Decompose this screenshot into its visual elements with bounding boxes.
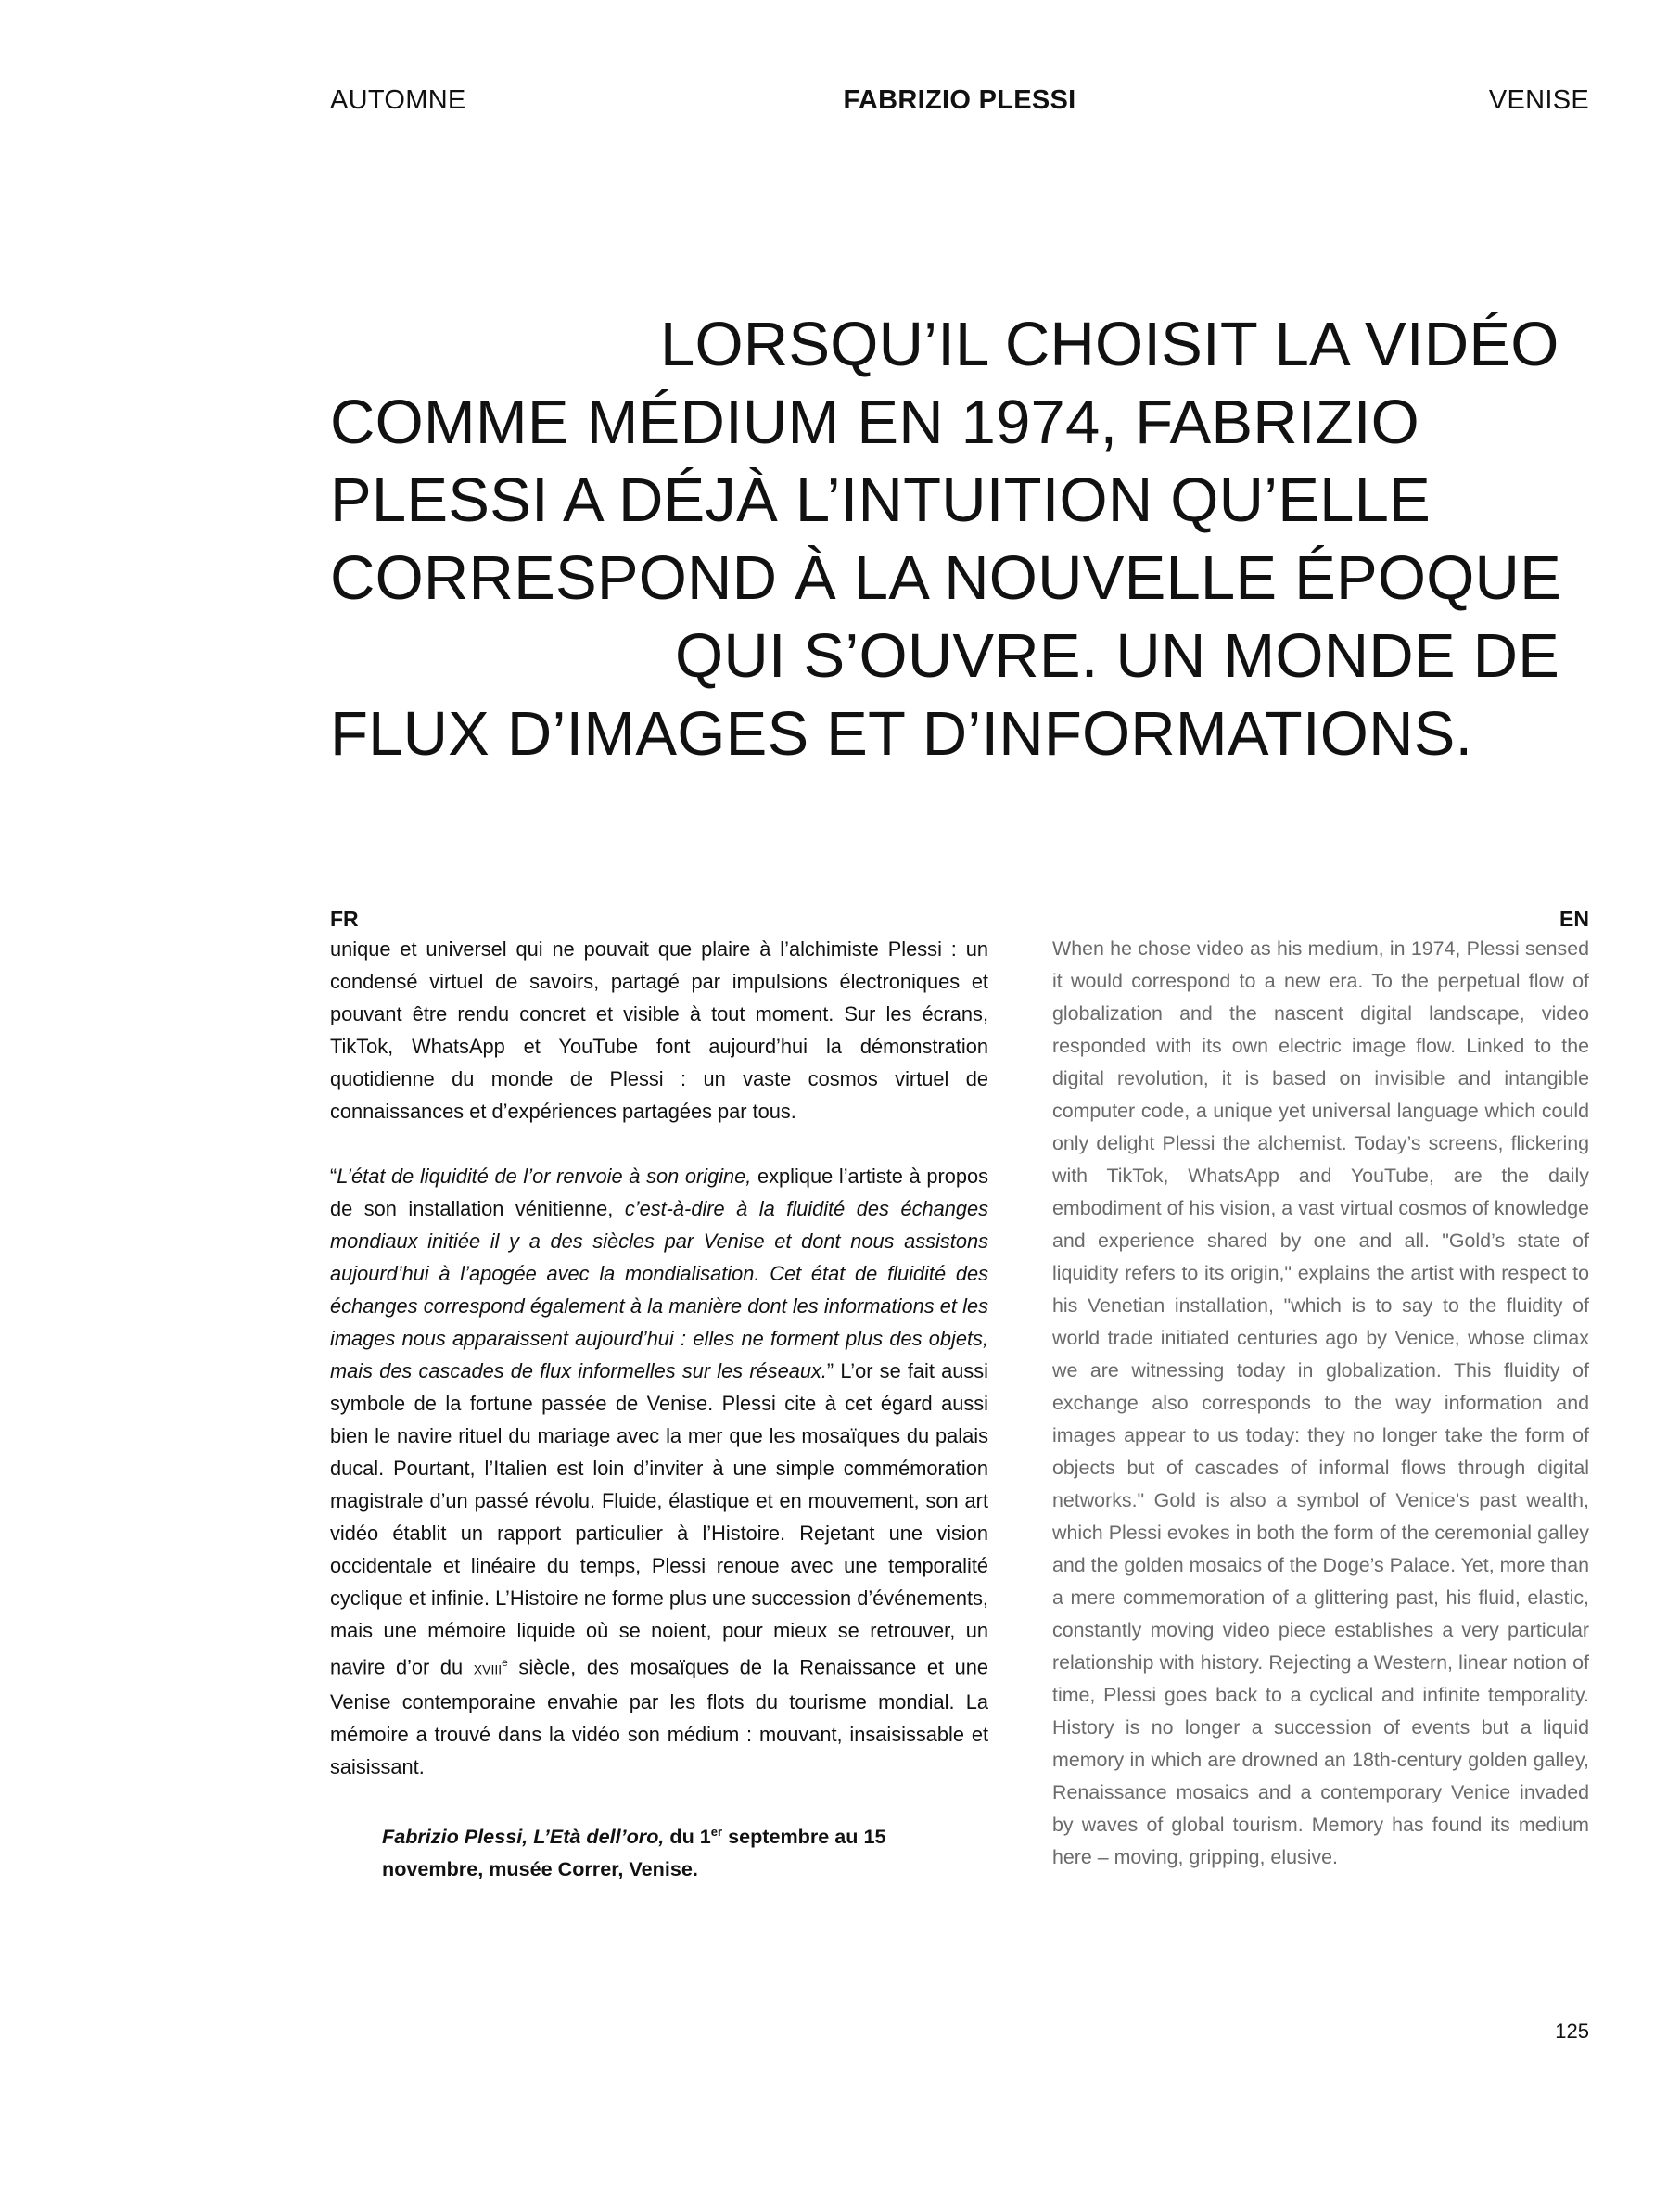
italic-quote: L’état de liquidité de l’or renvoie à son origine, [337,1165,752,1188]
italic-quote: c’est-à-dire à la fluidité des échanges mondiaux initiée il y a des siècles par Venise et dont nous assistons aujourd’hui à l’apogée avec la mondialisation. Cet état de fluidité des échanges correspond également à la manière dont les informations et les images nous apparaissent aujourd’hui : elles ne forment plus des objets, mais des cascades de flux informelles sur les réseaux. [330,1197,988,1382]
french-column [330,905,988,1885]
headline-line: CORRESPOND À LA NOUVELLE ÉPOQUE [330,543,1561,613]
french-paragraph-2 [330,1160,988,1783]
credit-superscript: er [710,1825,723,1840]
century-superscript: e [502,1656,508,1669]
credit-title: Fabrizio Plessi, L’Età dell’oro, [382,1825,665,1849]
running-header [330,82,1589,119]
headline-line: LORSQU’IL CHOISIT LA VIDÉO [660,310,1559,379]
language-label-fr: FR [330,907,359,931]
header-city: VENISE [1488,85,1589,115]
credit-text: septembre au 15 novembre, musée Correr, Venise. [382,1825,886,1881]
english-paragraph: When he chose video as his medium, in 1974, Plessi sensed it would correspond to a new era. To the perpetual flow of globalization and the nascent digital landscape, video responded with its own electric image flow. Linked to the digital revolution, it is based on invisible and intangible computer code, a unique yet universal language which could only delight Plessi the alchemist. Today’s screens, flickering with TikTok, WhatsApp and YouTube, are the daily embodiment of his vision, a vast virtual cosmos of knowledge and experience shared by one and all. "Gold’s state of liquidity refers to its origin," explains the artist with respect to his Venetian installation, "which is to say to the fluidity of world trade initiated centuries ago by Venice, whose climax we are witnessing today in globalization. This fluidity of exchange also corresponds to the way information and images appear to us today: they no longer take the form of objects but of cascades of informal flows through digital networks." Gold is also a symbol of Venice’s past wealth, which Plessi evokes in both the form of the ceremonial galley and the golden mosaics of the Doge’s Palace. Yet, more than a mere commemoration of a glittering past, his fluid, elastic, constantly moving video piece establishes a very particular relationship with history. Rejecting a Western, linear notion of time, Plessi goes back to a cyclical and infinite temporality. History is no longer a succession of events but a liquid memory in which are drowned an 18th-century golden galley, Renaissance mosaics and a contemporary Venice invaded by waves of global tourism. Memory has found its medium here – moving, gripping, elusive. [1052,937,1590,1868]
english-body [1052,933,1589,1874]
body-text: explique l’artiste à propos de son installation vénitienne, [330,1165,988,1220]
century-numeral: XVIII [473,1662,503,1677]
headline-line: FLUX D’IMAGES ET D’INFORMATIONS. [330,699,1473,769]
body-text: siècle, des mosaïques de la Renaissance et une Venise contemporaine envahie par les flots du tourisme mondial. La mémoire a trouvé dans la vidéo son médium : mouvant, insaisissable et saisissant. [330,1655,988,1779]
page-number: 125 [1555,2019,1589,2043]
credit-text: du 1 [664,1825,711,1849]
headline-line: COMME MÉDIUM EN 1974, FABRIZIO [330,388,1419,457]
pull-quote-headline [330,306,1589,773]
header-artist: FABRIZIO PLESSI [843,85,1076,115]
french-paragraph-1: unique et universel qui ne pouvait que plaire à l’alchimiste Plessi : un condensé virtuel de savoirs, partagé par impulsions électroniques et pouvant être rendu concret et visible à tout moment. Sur les écrans, TikTok, WhatsApp et YouTube font aujourd’hui la démonstration quotidienne du monde de Plessi : un vaste cosmos virtuel de connaissances et d’expériences partagées par tous. [330,937,988,1123]
english-column [1052,905,1589,1874]
exhibition-credit [382,1815,988,1885]
headline-line: PLESSI A DÉJÀ L’INTUITION QU’ELLE [330,465,1431,535]
french-body [330,933,988,1783]
headline-line: QUI S’OUVRE. UN MONDE DE [675,621,1560,691]
quote-mark: “ [330,1165,337,1188]
body-text: ” L’or se fait aussi symbole de la fortune passée de Venise. Plessi cite à cet égard aussi bien le navire rituel du mariage avec la mer que les mosaïques du palais ducal. Pourtant, l’Italien est loin d’inviter à une simple commémoration magistrale d’un passé révolu. Fluide, élastique et en mouvement, son art vidéo établit un rapport particulier à l’Histoire. Rejetant une vision occidentale et linéaire du temps, Plessi renoue avec une temporalité cyclique et infinie. L’Histoire ne forme plus une succession d’événements, mais une mémoire liquide où se noient, pour mieux se retrouver, un navire d’or du [330,1359,988,1679]
language-label-en: EN [1559,907,1589,931]
header-season: AUTOMNE [330,85,466,115]
